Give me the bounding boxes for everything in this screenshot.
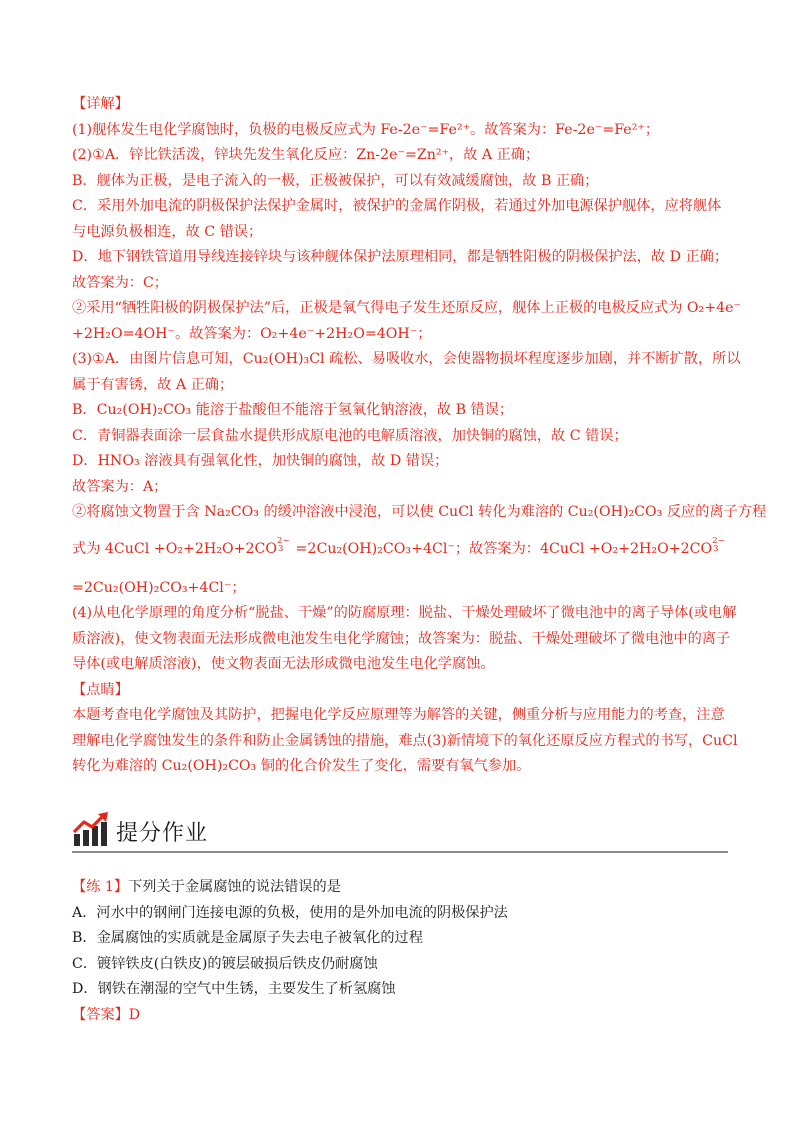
comment-line: 理解电化学腐蚀发生的条件和防止金属锈蚀的措施，难点(3)新情境下的氧化还原反应方程式的书写，CuCl <box>72 732 738 749</box>
comment-line: 转化为难溶的 Cu₂(OH)₂CO₃ 铜的化合价发生了变化，需要有氧气参加。 <box>72 758 531 774</box>
detail-section <box>72 92 767 780</box>
detail-line: (2)①A．锌比铁活泼，锌块先发生氧化反应：Zn-2e⁻=Zn²⁺，故 A 正确； <box>72 147 540 163</box>
equation-part: 式为 4CuCl +O₂+2H₂O+2CO <box>72 540 278 557</box>
answer-line <box>72 1003 732 1029</box>
option-a: A．河水中的钢闸门连接电源的负极，使用的是外加电流的阴极保护法 <box>72 904 508 921</box>
exercise-question: 下列关于金属腐蚀的说法错误的是 <box>128 879 341 895</box>
detail-line: (3)①A．由图片信息可知，Cu₂(OH)₃Cl 疏松、易吸收水，会使器物损坏程度逐步加剧，并不断扩散，所以 <box>72 351 741 367</box>
detail-line: C．青铜器表面涂一层食盐水提供形成原电池的电解质溶液，加快铜的腐蚀，故 C 错误； <box>72 427 628 444</box>
detail-line: 故答案为：C； <box>72 274 168 291</box>
detail-line: 属于有害锈，故 A 正确； <box>72 376 234 393</box>
option-d: D．钢铁在潮湿的空气中生锈，主要发生了析氢腐蚀 <box>72 981 396 997</box>
detail-line: C．采用外加电流的阴极保护法保护金属时，被保护的金属作阴极，若通过外加电源保护舰体，应将舰体 <box>72 198 722 214</box>
ion-subscript: 3 <box>278 543 284 554</box>
detail-line: ②将腐蚀文物置于含 Na₂CO₃ 的缓冲溶液中浸泡，可以使 CuCl 转化为难溶的 Cu₂(OH)₂CO₃ 反应的离子方程 <box>72 504 767 520</box>
option-b: B．金属腐蚀的实质就是金属原子失去电子被氧化的过程 <box>72 930 423 946</box>
detail-line: =2Cu₂(OH)₂CO₃+4Cl⁻； <box>72 579 246 596</box>
detail-line: ②采用“牺牲阳极的阴极保护法”后，正极是氧气得电子发生还原反应，舰体上正极的电极反应式为 O₂+4e⁻ <box>72 300 742 316</box>
answer-value: D <box>128 1006 141 1023</box>
exercise-question-line <box>72 875 732 901</box>
detail-line: B．Cu₂(OH)₂CO₃ 能溶于盐酸但不能溶于氢氧化钠溶液，故 B 错误； <box>72 402 514 418</box>
detail-header: 【详解】 <box>72 96 129 112</box>
section-heading <box>72 806 728 854</box>
detail-line: D．地下钢铁管道用导线连接锌块与该种舰体保护法原理相同，都是牺牲阳极的阴极保护法，故 D 正确； <box>72 249 729 265</box>
comment-line: 本题考查电化学腐蚀及其防护，把握电化学反应原理等为解答的关键，侧重分析与应用能力的考查，注意 <box>72 707 725 723</box>
detail-line: B．舰体为正极，是电子流入的一极，正极被保护，可以有效减缓腐蚀，故 B 正确； <box>72 172 599 189</box>
equation-line <box>72 526 732 572</box>
comment-header: 【点睛】 <box>72 681 129 698</box>
detail-line: +2H₂O=4OH⁻。故答案为：O₂+4e⁻+2H₂O=4OH⁻； <box>72 325 432 342</box>
exercise-tag: 【练 1】 <box>72 879 129 895</box>
detail-line: 导体(或电解质溶液)，使文物表面无法形成微电池发生电化学腐蚀。 <box>72 656 495 672</box>
chart-growth-icon <box>72 812 110 848</box>
detail-line: D．HNO₃ 溶液具有强氧化性，加快铜的腐蚀，故 D 错误； <box>72 453 449 469</box>
ion-charge: 2− <box>277 535 290 546</box>
ion-subscript: 3 <box>713 543 719 554</box>
detail-line: (4)从电化学原理的角度分析“脱盐、干燥”的防腐原理：脱盐、干燥处理破坏了微电池中的离子导体(或电解 <box>72 605 737 621</box>
option-c: C．镀锌铁皮(白铁皮)的镀层破损后铁皮仍耐腐蚀 <box>72 955 378 972</box>
exercise-section <box>72 875 732 1028</box>
detail-line: 与电源负极相连，故 C 错误； <box>72 223 263 240</box>
detail-line: (1)舰体发生电化学腐蚀时，负极的电极反应式为 Fe-2e⁻=Fe²⁺。故答案为：Fe-2e⁻=Fe²⁺； <box>72 121 660 138</box>
section-title: 提分作业 <box>116 821 209 846</box>
detail-line: 故答案为：A； <box>72 478 168 495</box>
equation-part: =2Cu₂(OH)₂CO₃+4Cl⁻；故答案为：4CuCl +O₂+2H₂O+2CO <box>295 540 713 557</box>
section-divider <box>72 851 728 853</box>
detail-line: 质溶液)，使文物表面无法形成微电池发生电化学腐蚀；故答案为：脱盐、干燥处理破坏了微电池中的离子 <box>72 630 731 647</box>
ion-charge: 2− <box>712 535 725 546</box>
answer-tag: 【答案】 <box>72 1006 129 1023</box>
